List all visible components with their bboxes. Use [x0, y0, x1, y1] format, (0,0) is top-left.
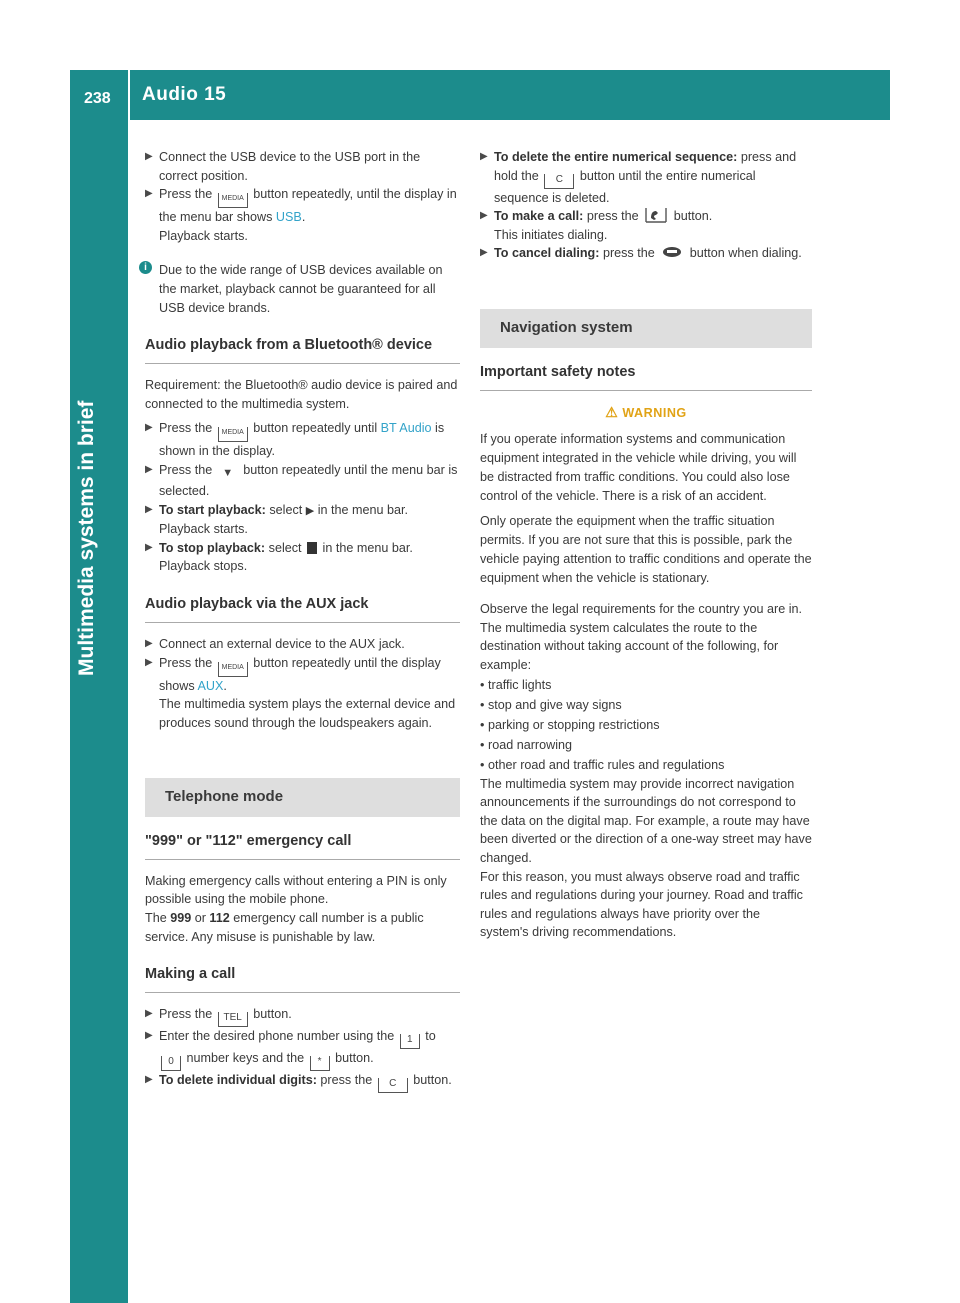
hang-up-icon — [661, 244, 683, 260]
right-column — [480, 148, 812, 942]
chapter-title: Audio 15 — [142, 84, 227, 105]
down-arrow-key-icon: ▼ — [222, 466, 234, 479]
stop-icon — [307, 542, 317, 554]
observe-rules-text: For this reason, you must always observe road and traffic rules and regulations during your journey. Road and traffic rules and regulations always have priority over the system's driving recommendations. — [480, 869, 803, 940]
media-key-icon: MEDIA — [218, 662, 248, 677]
display-text-aux: AUX — [197, 678, 224, 693]
phone-call-icon — [645, 207, 667, 223]
safety-heading: Important safety notes — [480, 362, 812, 391]
step-delete-digit: ▶ To delete individual digits: press the C button. — [145, 1071, 460, 1093]
step-arrow-icon: ▶ — [145, 151, 153, 162]
step-arrow-icon: ▶ — [480, 210, 488, 222]
warning-triangle-icon: ⚠ — [605, 403, 619, 420]
step-delete-all: ▶ To delete the entire numerical sequence: press and hold the C button until the entire numerical sequence is deleted. — [480, 150, 797, 205]
emergency-p1: Making emergency calls without entering a PIN is only possible using the mobile phone. — [145, 873, 447, 907]
step-connect-usb: ▶ Connect the USB device to the USB port in the correct position. — [145, 150, 421, 183]
step-arrow-icon: ▶ — [145, 503, 153, 515]
step-arrow-icon: ▶ — [145, 422, 153, 434]
route-factors-list — [480, 675, 812, 775]
list-item: • other road and traffic rules and regulations — [480, 755, 812, 775]
warning-text-2: Only operate the equipment when the traffic situation permits. If you are not sure that this is possible, park the vehicle paying attention to traffic conditions and operate the equipment when the vehicle is stationary. — [480, 514, 812, 586]
left-column — [145, 148, 460, 1093]
media-key-icon: MEDIA — [218, 427, 248, 442]
step-arrow-icon: ▶ — [145, 541, 153, 553]
bt-start-result: Playback starts. — [159, 522, 248, 537]
page-number: 238 — [84, 90, 111, 107]
warning-box — [480, 430, 812, 588]
media-key-icon: MEDIA — [218, 193, 248, 208]
step-stop-playback: ▶ To stop playback: select in the menu bar. — [145, 539, 460, 558]
aux-heading: Audio playback via the AUX jack — [145, 594, 460, 623]
aux-result: The multimedia system plays the external device and produces sound through the loudspeakers again. — [159, 697, 456, 730]
step-bt-press-down: ▶ Press the ▼ button repeatedly until the menu bar is selected. — [145, 462, 458, 498]
step-arrow-icon: ▶ — [145, 1030, 153, 1042]
step-arrow-icon: ▶ — [480, 151, 488, 162]
usb-note: i Due to the wide range of USB devices available on the market, playback cannot be guaranteed for all USB device brands. — [145, 261, 460, 317]
step-press-media-usb: ▶ Press the MEDIA button repeatedly, until the display in the menu bar shows USB. — [145, 187, 457, 225]
side-tab — [70, 120, 128, 1303]
step-arrow-icon: ▶ — [145, 463, 153, 475]
side-tab-label — [78, 636, 97, 676]
play-icon: ▶ — [305, 504, 315, 517]
display-text-usb: USB — [275, 210, 302, 225]
legal-requirements-text: Observe the legal requirements for the country you are in. — [480, 602, 803, 617]
step-arrow-icon: ▶ — [145, 188, 153, 200]
list-item: • traffic lights — [480, 675, 812, 695]
list-item: • parking or stopping restrictions — [480, 715, 812, 735]
key-0-icon: 0 — [161, 1056, 181, 1071]
step-connect-aux: ▶ Connect an external device to the AUX jack. — [145, 635, 460, 654]
step-enter-number: ▶ Enter the desired phone number using the 1 to 0 number keys and the * button. — [145, 1027, 460, 1071]
step-bt-press-media: ▶ Press the MEDIA button repeatedly until BT Audio is shown in the display. — [145, 421, 445, 459]
make-call-result: This initiates dialing. — [494, 227, 608, 242]
bt-heading: Audio playback from a Bluetooth® device — [145, 335, 460, 364]
key-1-icon: 1 — [400, 1034, 420, 1049]
clear-key-icon: C — [378, 1078, 408, 1093]
display-text-bt-audio: BT Audio — [380, 421, 432, 436]
making-call-heading: Making a call — [145, 964, 460, 993]
emergency-heading: "999" or "112" emergency call — [145, 831, 460, 860]
tel-key-icon: TEL — [218, 1012, 248, 1027]
telephone-section-title: Telephone mode — [145, 778, 460, 817]
step-cancel-dialing: ▶ To cancel dialing: press the button when dialing. — [480, 244, 812, 263]
clear-key-icon: C — [544, 174, 574, 189]
header-divider — [128, 70, 130, 120]
route-calculation-text: The multimedia system calculates the route to the destination without taking account of the following, for example: — [480, 620, 779, 672]
list-item: • road narrowing — [480, 735, 812, 755]
navigation-section-title: Navigation system — [480, 309, 812, 348]
step-arrow-icon: ▶ — [145, 656, 153, 668]
step-aux-press-media: ▶ Press the MEDIA button repeatedly until the display shows AUX. — [145, 655, 441, 693]
info-icon: i — [139, 261, 152, 274]
usb-result: Playback starts. — [159, 228, 248, 243]
warning-text-1: If you operate information systems and communication equipment integrated in the vehicle while driving, you will be distracted from traffic conditions. You could also lose control of the vehicle. There is a risk of an accident. — [480, 432, 797, 504]
step-arrow-icon: ▶ — [480, 247, 488, 259]
bt-requirement: Requirement: the Bluetooth® audio device is paired and connected to the multimedia system. — [145, 378, 458, 411]
incorrect-navigation-text: The multimedia system may provide incorrect navigation announcements if the surroundings do not correspond to the data on the digital map. For example, a route may have been diverted or the direction of a one-way street may have changed. — [480, 776, 812, 865]
warning-heading: ⚠ WARNING — [605, 403, 687, 420]
step-arrow-icon: ▶ — [145, 637, 153, 649]
step-start-playback: ▶ To start playback: select ▶ in the menu bar. — [145, 501, 460, 521]
step-press-tel: ▶ Press the TEL button. — [145, 1005, 460, 1027]
step-make-call: ▶ To make a call: press the button. — [480, 207, 812, 226]
step-arrow-icon: ▶ — [145, 1074, 153, 1086]
step-arrow-icon: ▶ — [145, 1008, 153, 1020]
list-item: • stop and give way signs — [480, 695, 812, 715]
key-star-icon: * — [310, 1056, 330, 1071]
emergency-p2: The 999 or 112 emergency call number is a public service. Any misuse is punishable by law. — [145, 911, 424, 944]
bt-stop-result: Playback stops. — [159, 559, 248, 574]
